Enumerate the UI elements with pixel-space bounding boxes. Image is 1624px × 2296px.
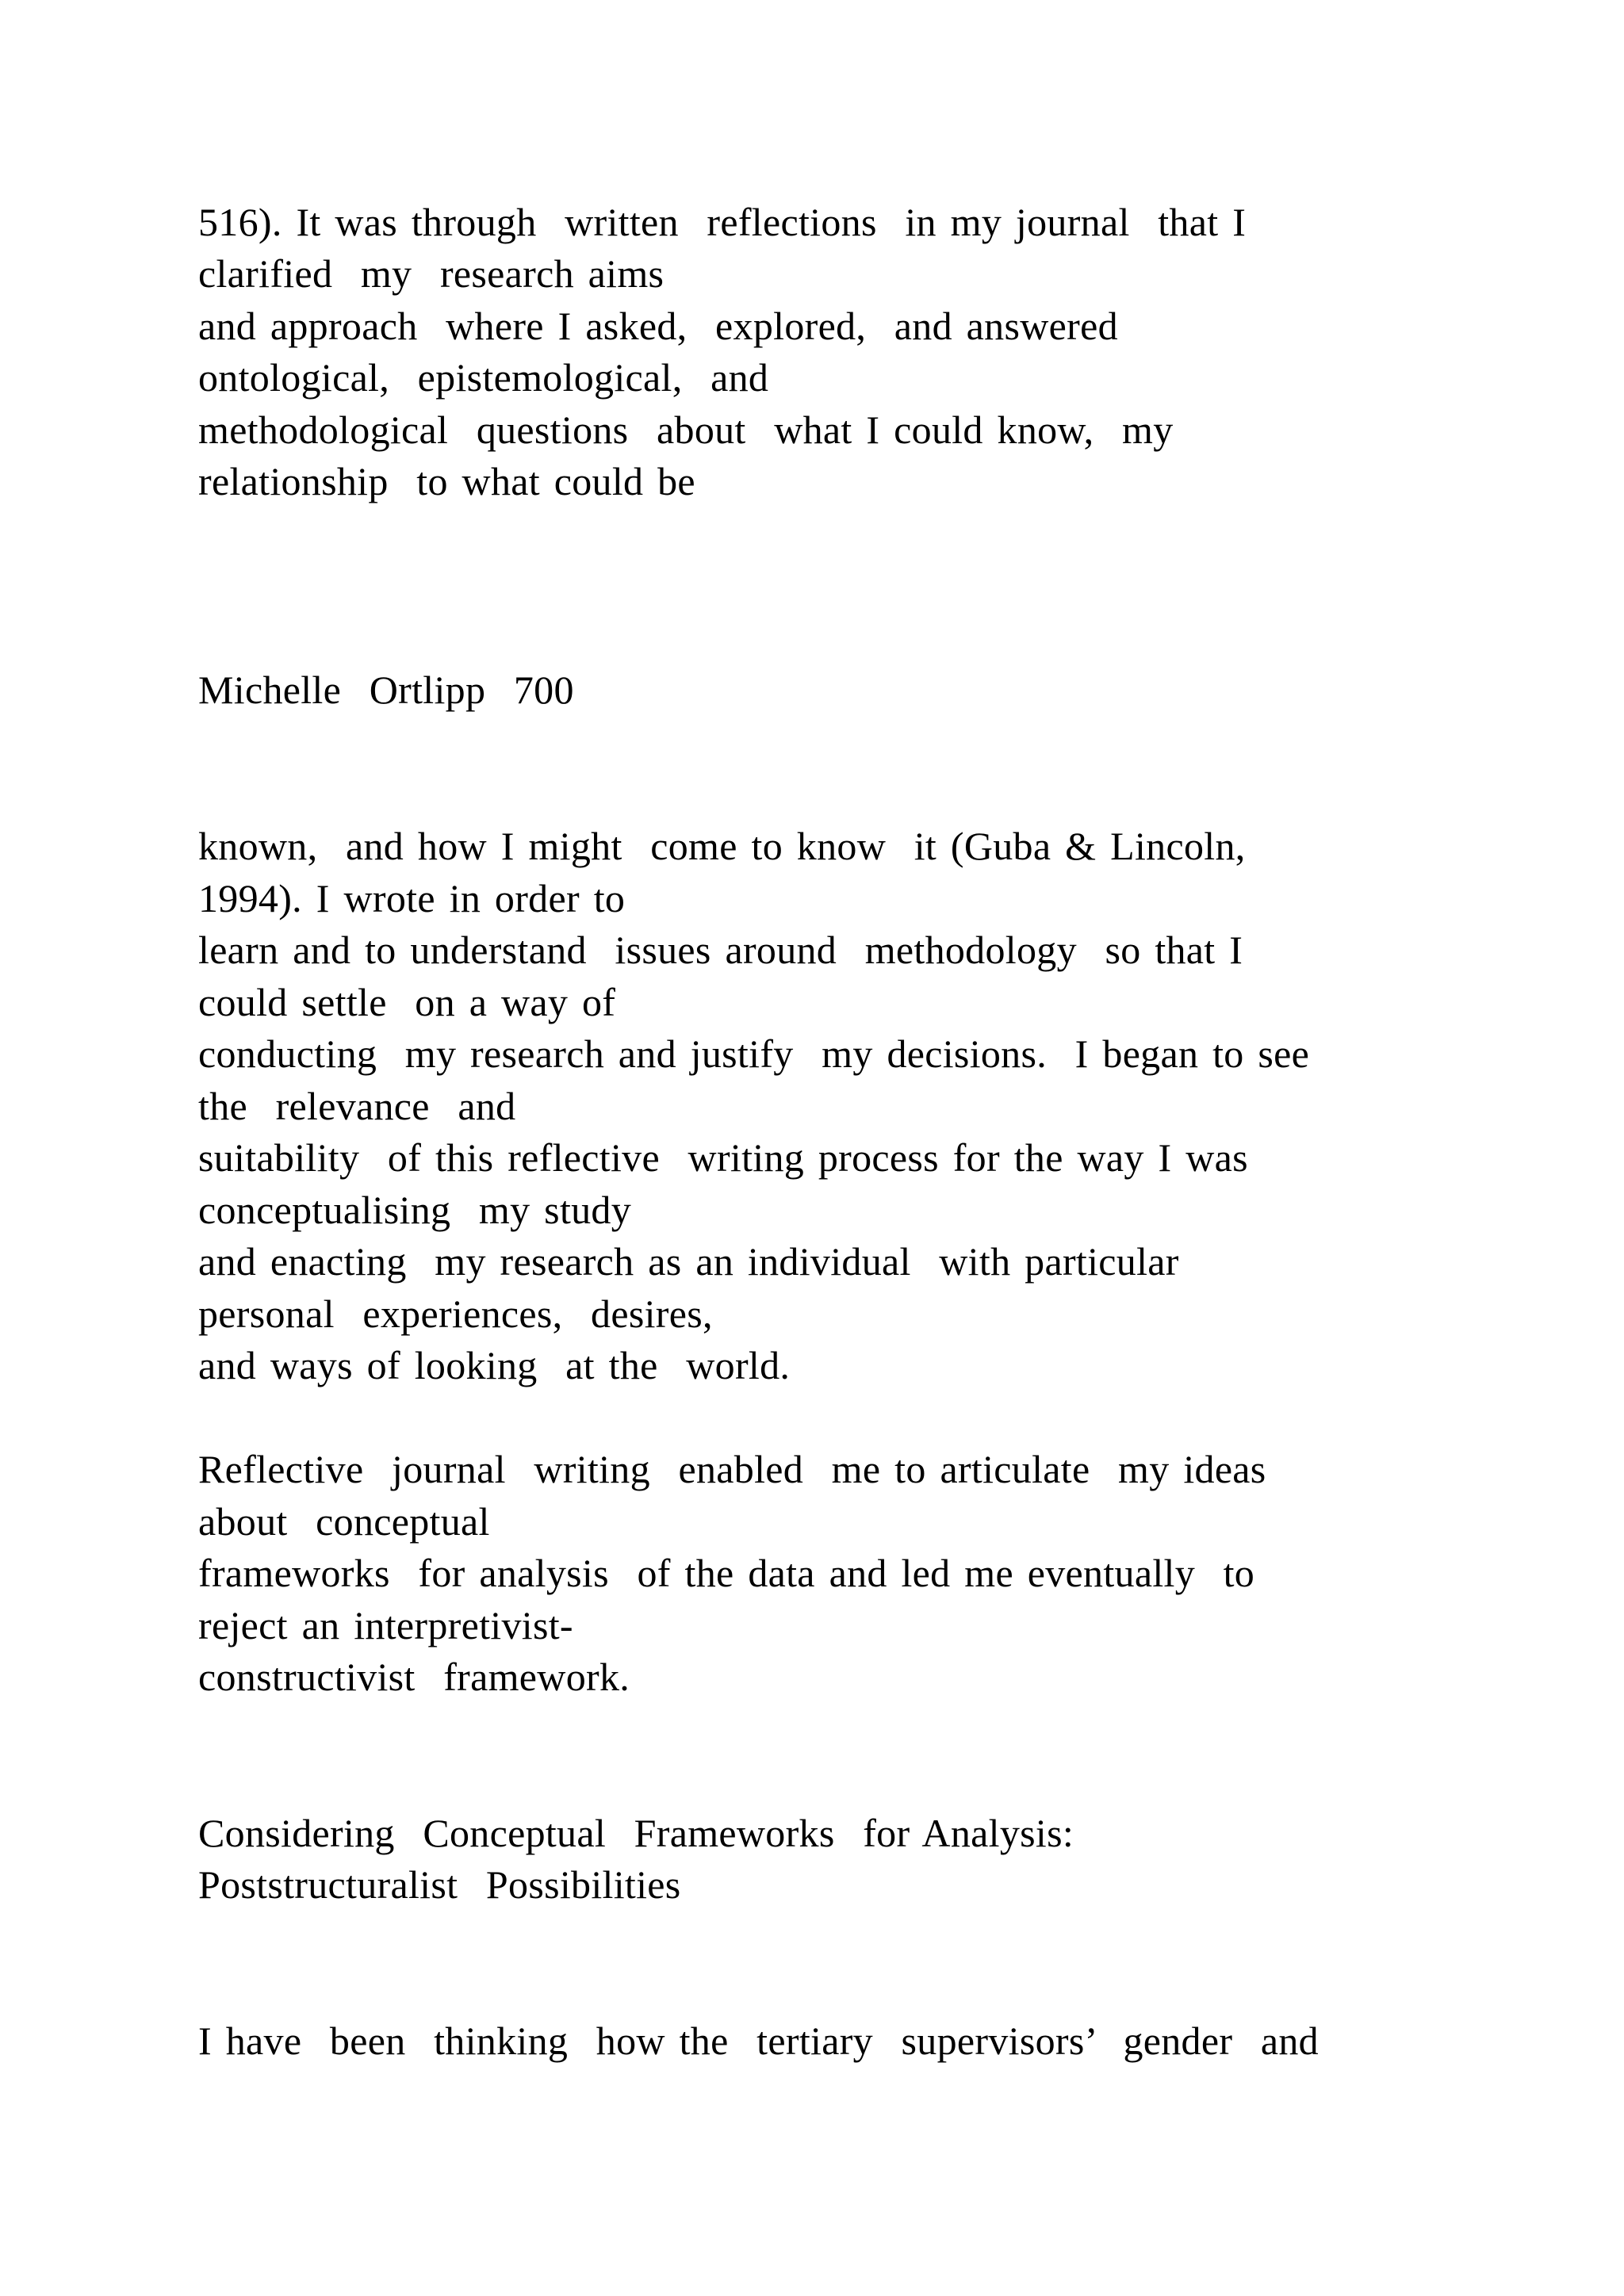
heading-line: Poststructuralist Possibilities (198, 1862, 681, 1907)
text-line: and ways of looking at the world. (198, 1343, 791, 1387)
text-line: could settle on a way of (198, 980, 616, 1024)
header-line (198, 670, 574, 710)
text-line: suitability of this reflective writing process for the way I was (198, 1135, 1248, 1180)
text-line: Reflective journal writing enabled me to articulate my ideas (198, 1447, 1266, 1491)
text-line: methodological questions about what I could know, my (198, 408, 1174, 452)
text-line: constructivist framework. (198, 1655, 630, 1699)
text-line: personal experiences, desires, (198, 1292, 713, 1336)
text-line: I have been thinking how the tertiary supervisors’ gender and (198, 2019, 1319, 2063)
text-line: conceptualising my study (198, 1188, 632, 1232)
text-line: 516). It was through written reflections in my journal that I (198, 200, 1247, 244)
page-number: 700 (513, 668, 574, 712)
text-line: clarified my research aims (198, 251, 665, 296)
text-line: and approach where I asked, explored, and answered (198, 304, 1118, 348)
author-name: Michelle Ortlipp (198, 668, 486, 712)
text-line: about conceptual (198, 1499, 490, 1544)
text-line: reject an interpretivist- (198, 1603, 573, 1647)
text-line: learn and to understand issues around methodology so that I (198, 928, 1243, 972)
heading-line: Considering Conceptual Frameworks for Analysis: (198, 1811, 1074, 1855)
text-line: relationship to what could be (198, 459, 695, 503)
text-line: conducting my research and justify my decisions. I began to see (198, 1031, 1310, 1076)
text-line: and enacting my research as an individual with particular (198, 1239, 1179, 1284)
text-line: frameworks for analysis of the data and led me eventually to (198, 1551, 1255, 1595)
text-line: 1994). I wrote in order to (198, 876, 626, 920)
text-line: the relevance and (198, 1084, 516, 1128)
text-line: ontological, epistemological, and (198, 355, 769, 400)
text-line: known, and how I might come to know it (Guba & Lincoln, (198, 824, 1246, 868)
